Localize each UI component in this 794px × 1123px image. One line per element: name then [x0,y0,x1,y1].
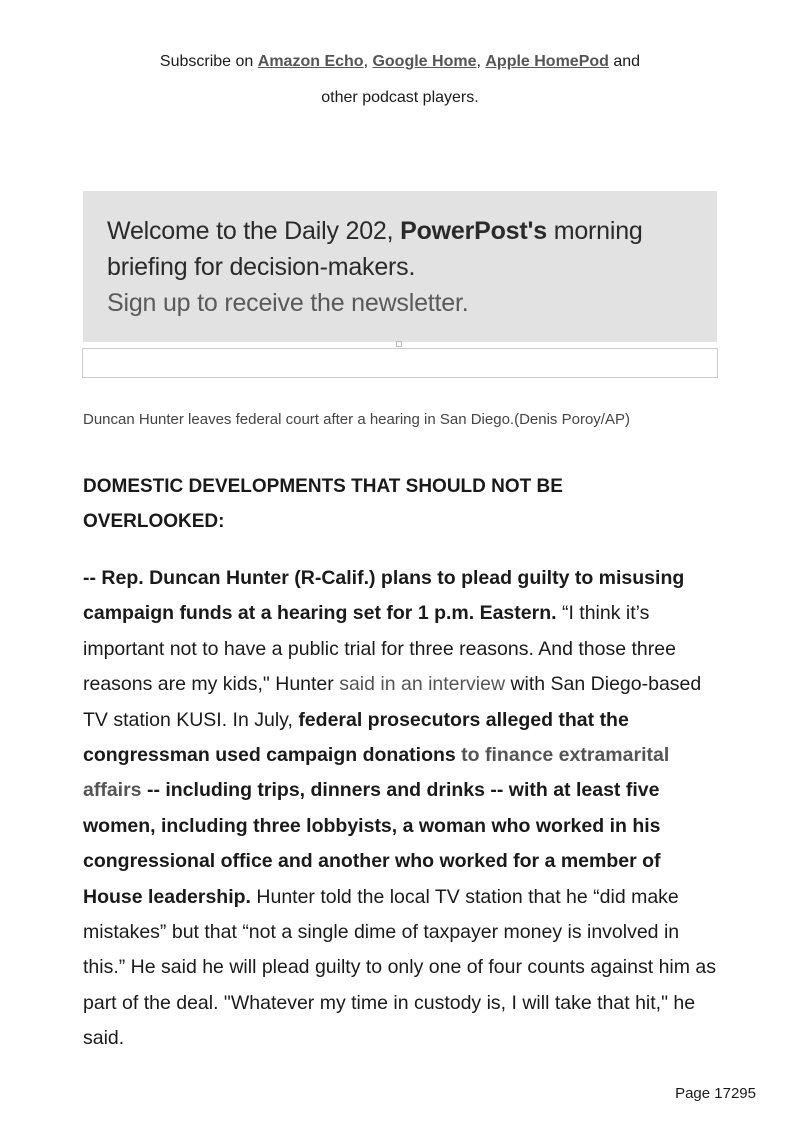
article-text: “I think it’s important not to have a public trial for three reasons. And those three reasons are my kids," Hunter [83,602,676,696]
subscribe-line [0,44,794,116]
article-text: with San Diego-based TV station KUSI. In July, [83,673,702,731]
promo-brand: PowerPost's [400,217,547,245]
apple-homepod-link[interactable]: Apple HomePod [485,53,609,70]
finance-affairs-link[interactable]: to finance extramarital affairs [83,744,670,802]
newsletter-signup-link[interactable]: Sign up to receive the newsletter. [107,289,469,317]
amazon-echo-link[interactable]: Amazon Echo [257,53,364,70]
subscribe-separator: , [363,53,373,70]
subscribe-suffix: and [608,53,641,70]
subscribe-line-2: other podcast players. [321,89,479,106]
page-number: Page 17295 [675,1085,756,1102]
google-home-link[interactable]: Google Home [372,53,477,70]
promo-welcome: Welcome to the Daily 202, [107,217,401,245]
photo-caption: Duncan Hunter leaves federal court after a hearing in San Diego.(Denis Poroy/AP) [83,411,630,428]
interview-link[interactable]: said in an interview [339,673,506,696]
subscribe-prefix: Subscribe on [159,53,258,70]
embedded-frame [82,348,718,378]
embed-marker-icon [396,341,402,347]
promo-rest: morning briefing for decision-makers. [107,217,643,281]
lead-bold-text: -- Rep. Duncan Hunter (R-Calif.) plans to plead guilty to misusing campaign funds at a hearing set for 1 p.m. Eastern. [83,567,685,625]
subscribe-line-1 [0,44,794,80]
article-paragraph [83,561,723,1057]
newsletter-promo-box [83,191,717,342]
subscribe-separator: , [476,53,486,70]
article-text: Hunter told the local TV station that he “did make mistakes” but that “not a single dime of taxpayer money is involved in this.” He said he will plead guilty to only one of four counts against him as part of the deal. "Whatever my time in custody is, I will take that hit," he said. [83,885,717,1050]
trips-bold-text: -- including trips, dinners and drinks -- with at least five women, including three lobbyists, a woman who worked in his congressional office and another who worked for a member of House leadership. [83,779,661,908]
prosecutors-bold-text: federal prosecutors alleged that the congressman used campaign donations [83,708,629,767]
section-heading: DOMESTIC DEVELOPMENTS THAT SHOULD NOT BE OVERLOOKED: [83,476,563,532]
